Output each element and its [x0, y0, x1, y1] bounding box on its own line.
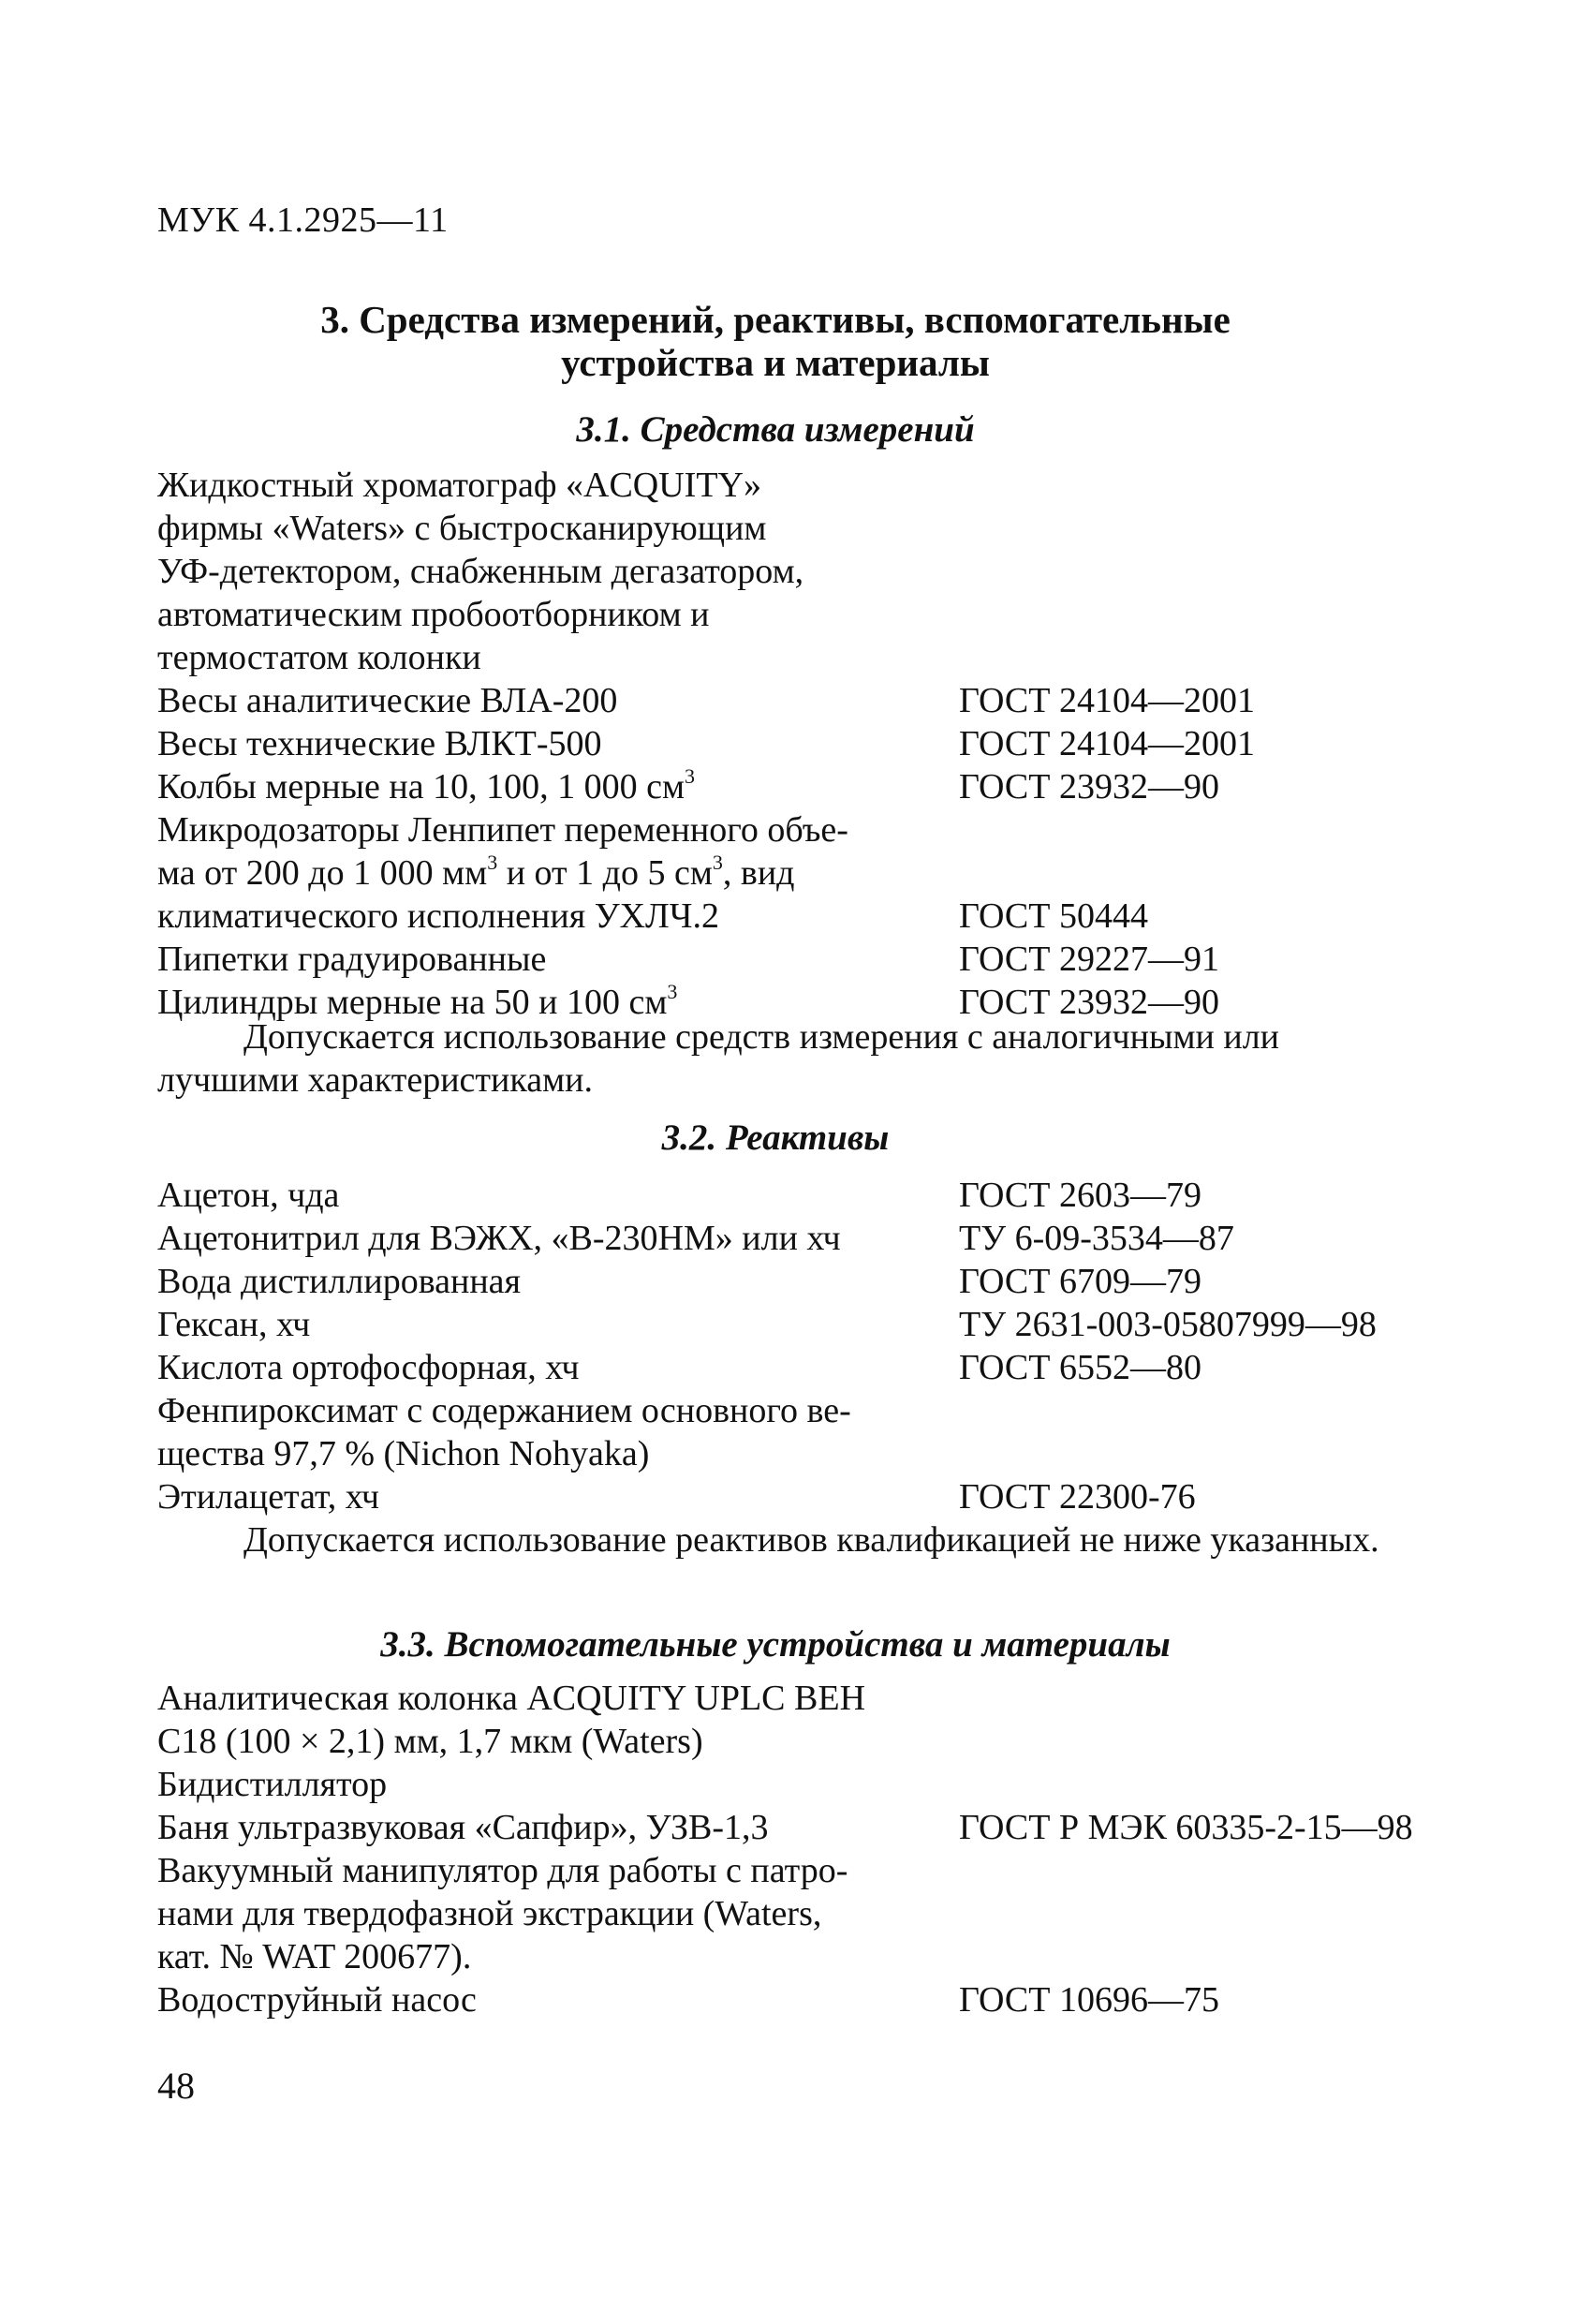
- standard-ref: ГОСТ 29227—91: [959, 940, 1219, 979]
- reagents-list: [157, 1174, 1487, 1518]
- list-item: автоматическим пробоотборником и: [157, 595, 710, 634]
- list-item: Аналитическая колонка ACQUITY UPLC BEH: [157, 1679, 866, 1718]
- list-item: термостатом колонки: [157, 638, 481, 677]
- list-item: кат. № WAT 200677).: [157, 1937, 472, 1976]
- list-item: Баня ультразвуковая «Сапфир», УЗВ-1,3 ГОСТ Р МЭК 60335-2-15—98: [157, 1808, 1413, 1847]
- superscript: 3: [667, 980, 678, 1004]
- superscript: 3: [685, 764, 696, 789]
- list-item: Этилацетат, хч ГОСТ 22300-76: [157, 1477, 1196, 1517]
- document-code-header: МУК 4.1.2925—11: [157, 200, 449, 240]
- standard-ref: ТУ 2631-003-05807999—98: [959, 1305, 1377, 1344]
- list-item: Ацетон, чда ГОСТ 2603—79: [157, 1176, 1201, 1215]
- standard-ref: ГОСТ 23932—90: [959, 983, 1219, 1022]
- list-item: фирмы «Waters» с быстросканирующим: [157, 509, 767, 548]
- auxiliary-devices-list: [157, 1677, 1487, 2021]
- list-item: Кислота ортофосфорная, хч ГОСТ 6552—80: [157, 1348, 1201, 1387]
- list-item: С18 (100 × 2,1) мм, 1,7 мкм (Waters): [157, 1722, 703, 1761]
- list-item: нами для твердофазной экстракции (Waters,: [157, 1894, 822, 1933]
- subsection-title-measuring-instruments: 3.1. Средства измерений: [576, 409, 975, 450]
- list-item: Водоструйный насос ГОСТ 10696—75: [157, 1980, 1219, 2020]
- list-item: Жидкостный хроматограф «ACQUITY»: [157, 466, 761, 505]
- list-item: Вода дистиллированная ГОСТ 6709—79: [157, 1262, 1201, 1301]
- list-item: Микродозаторы Ленпипет переменного объе-: [157, 810, 848, 850]
- list-item: Весы аналитические ВЛА-200 ГОСТ 24104—2001: [157, 681, 1255, 720]
- standard-ref: ГОСТ 6709—79: [959, 1262, 1201, 1301]
- list-item: Гексан, хч ТУ 2631-003-05807999—98: [157, 1305, 1377, 1344]
- section-title: [157, 298, 1393, 384]
- list-item: Ацетонитрил для ВЭЖХ, «В-230НМ» или хч ТУ 6-09-3534—87: [157, 1219, 1234, 1258]
- list-item: УФ-детектором, снабженным дегазатором,: [157, 552, 804, 591]
- list-item: Фенпироксимат с содержанием основного ве-: [157, 1391, 851, 1430]
- standard-ref: ГОСТ 24104—2001: [959, 681, 1255, 720]
- list-item: ма от 200 до 1 000 $мм^3$ и от 1 до 5 $см^3$, вид: [157, 851, 795, 893]
- standard-ref: ГОСТ 24104—2001: [959, 724, 1255, 763]
- standard-ref: ГОСТ 2603—79: [959, 1176, 1201, 1215]
- measuring-instruments-list: [157, 464, 1487, 1024]
- subsection-title-auxiliary-devices: 3.3. Вспомогательные устройства и материалы: [380, 1624, 1171, 1665]
- list-item: Колбы мерные на 10, 100, 1 000 $см^3$ ГОСТ 23932—90: [157, 764, 1219, 807]
- standard-ref: ГОСТ 10696—75: [959, 1980, 1219, 2020]
- section-title-line-2: устройства и материалы: [561, 341, 990, 384]
- list-item: щества 97,7 % (Nichon Nohyaka): [157, 1434, 650, 1473]
- superscript: 3: [487, 851, 498, 875]
- measuring-instruments-note: Допускается использование средств измерения с аналогичными или лучшими характеристиками.: [157, 1017, 1279, 1100]
- superscript: 3: [712, 851, 723, 875]
- standard-ref: ГОСТ 23932—90: [959, 767, 1219, 807]
- standard-ref: ТУ 6-09-3534—87: [959, 1219, 1234, 1258]
- subsection-title-reagents: 3.2. Реактивы: [661, 1118, 890, 1158]
- standard-ref: ГОСТ Р МЭК 60335-2-15—98: [959, 1808, 1413, 1847]
- list-item: Цилиндры мерные на 50 и 100 $см^3$ ГОСТ 23932—90: [157, 980, 1219, 1022]
- page-number: 48: [157, 2065, 195, 2107]
- section-title-line-1: 3. Средства измерений, реактивы, вспомогательные: [320, 298, 1231, 341]
- reagents-note: Допускается использование реактивов квалификацией не ниже указанных.: [243, 1520, 1379, 1560]
- list-item: Весы технические ВЛКТ-500 ГОСТ 24104—2001: [157, 724, 1255, 763]
- list-item: Пипетки градуированные ГОСТ 29227—91: [157, 940, 1219, 979]
- standard-ref: ГОСТ 50444: [959, 896, 1148, 936]
- standard-ref: ГОСТ 22300-76: [959, 1477, 1196, 1517]
- list-item: Бидистиллятор: [157, 1765, 388, 1804]
- standard-ref: ГОСТ 6552—80: [959, 1348, 1201, 1387]
- list-item: климатического исполнения УХЛЧ.2 ГОСТ 50444: [157, 896, 1148, 936]
- list-item: Вакуумный манипулятор для работы с патро-: [157, 1851, 848, 1890]
